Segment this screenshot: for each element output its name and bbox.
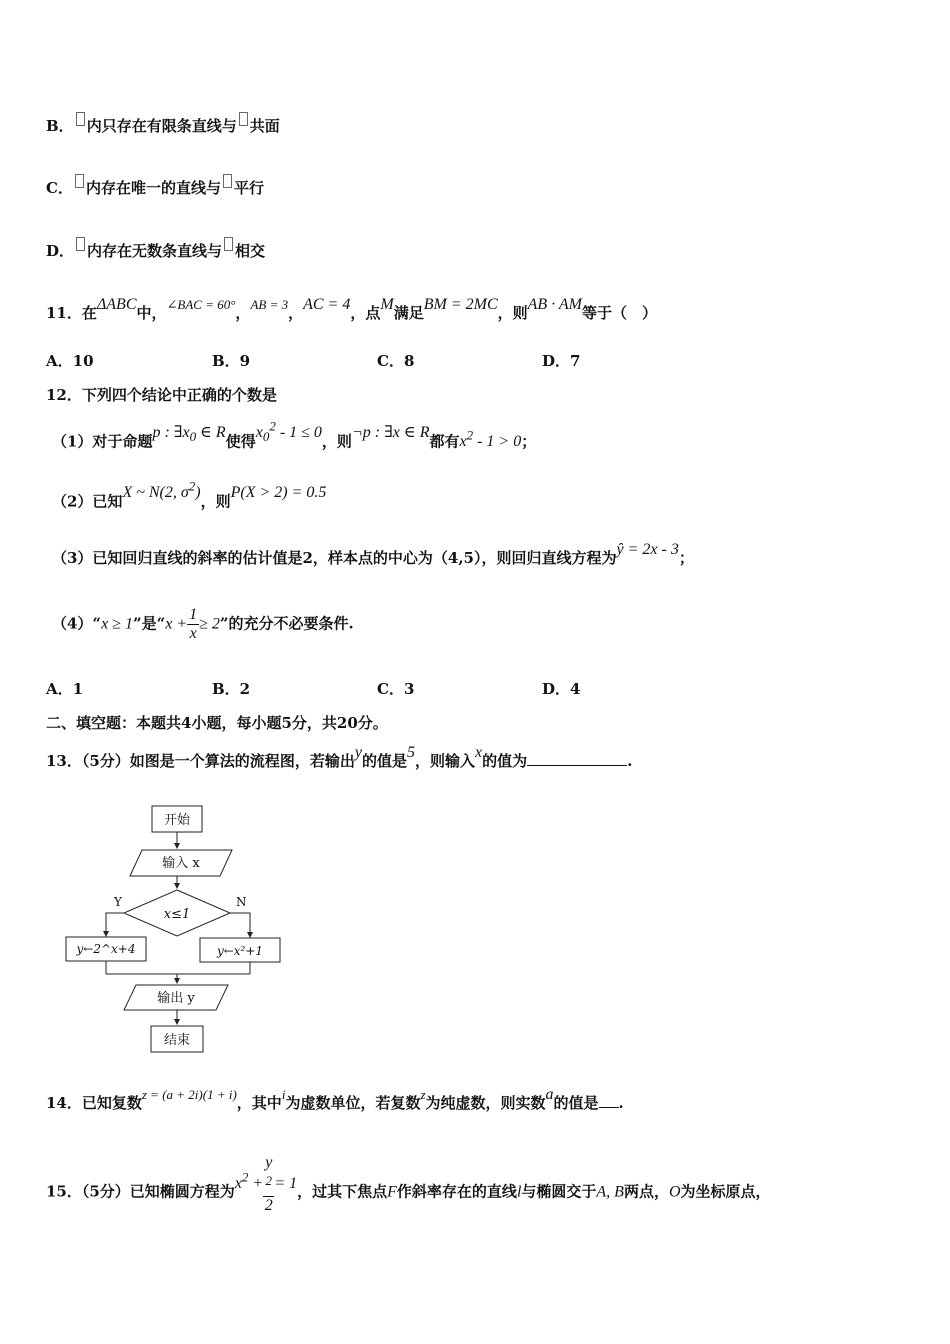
option-b: B． 内只存在有限条直线与 共面 [46,115,280,136]
flow-right: y←x²+1 [216,944,264,958]
flow-left: y←2^x+4 [76,942,136,956]
question-12-stem: 12．下列四个结论中正确的个数是 [46,386,277,404]
missing-glyph-icon [239,112,248,126]
missing-glyph-icon [76,112,85,126]
q12-statement-3: （3）已知回归直线的斜率的估计值是2，样本点的中心为（4,5），则回归直线方程为ŷ = 2x - 3； [52,541,694,567]
section-heading: 二、填空题：本题共4小题，每小题5分，共20分。 [46,714,388,732]
q12-choice-a: A．1 [46,680,84,698]
flow-output: 输出 y [157,991,195,1006]
q12-choice-b: B．2 [212,680,251,698]
flow-no: N [236,895,247,909]
question-14: 14．已知复数z = (a + 2i)(1 + i)，其中i为虚数单位，若复数z为纯虚数，则实数a的值是 . [46,1086,624,1112]
fraction: y $^2$ 2 [264,1154,273,1215]
option-c: C． 内存在唯一的直线与 平行 [46,177,264,198]
flow-yes: Y [114,895,122,909]
flow-input: 输入 x [162,856,200,871]
q12-statement-4: （4）“x ≥ 1”是“x + $\frac{1}{x}$ ≥ 2”的充分不必要条件. [52,606,354,642]
q12-choice-d: D．4 [542,680,581,698]
missing-glyph-icon [76,237,85,251]
q12-choice-c: C．3 [377,680,415,698]
answer-blank [527,751,627,766]
flow-start: 开始 [163,813,191,828]
missing-glyph-icon [224,237,233,251]
question-13: 13．（5分）如图是一个算法的流程图，若输出y的值是5，则输入x的值为 . [46,744,633,770]
q11-choice-b: B．9 [212,352,251,370]
q11-choice-a: A．10 [46,352,94,370]
q12-statement-1: （1）对于命题p : $\exists x_0$ ∈ R使得$x_0^2 - 1 \le 0$，则¬p : ∃x ∈ R都有$x^2 - 1 > 0$； [52,419,537,451]
flow-end: 结束 [163,1033,191,1048]
flowchart [60,800,290,1060]
q11-choice-d: D．7 [542,352,581,370]
q11-choice-c: C．8 [377,352,415,370]
missing-glyph-icon [223,174,232,188]
question-11: 11．在ΔABC中，∠BAC = 60°，AB = 3，AC = 4，点M满足BM = 2MC，则AB · AM等于（ ） [46,296,658,322]
answer-blank [599,1093,619,1108]
question-15: 15．（5分）已知椭圆方程为$x^2$ + y $^2$ 2 = 1，过其下焦点F作斜率存在的直线l与椭圆交于A, B两点，O为坐标原点， [46,1154,771,1215]
option-d: D． 内存在无数条直线与 相交 [46,240,265,261]
fraction: $\frac{1}{x}$ [189,606,198,642]
flow-condition: x≤1 [163,907,191,922]
missing-glyph-icon [75,174,84,188]
q12-statement-2: （2）已知X ~ N(2, $\sigma^2$)，则P(X > 2) = 0.5 [52,479,327,511]
